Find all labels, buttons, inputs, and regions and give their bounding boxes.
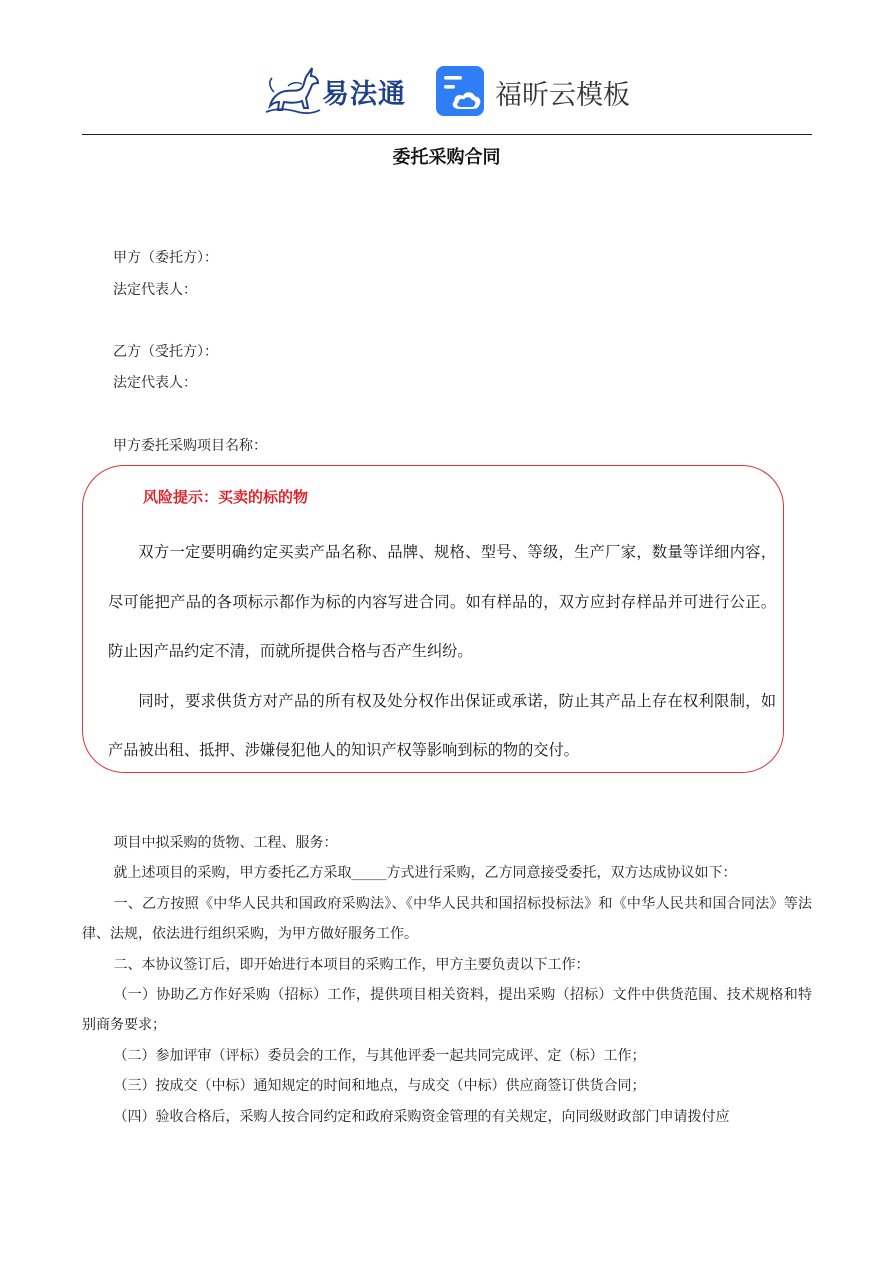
unicorn-icon	[262, 62, 324, 118]
risk-notice-body	[108, 528, 776, 776]
body-paragraph: （二）参加评审（评标）委员会的工作，与其他评委一起共同完成评、定（标）工作；	[113, 1047, 646, 1064]
cloud-document-icon	[435, 65, 487, 117]
header	[0, 60, 893, 122]
party-a-line: 甲方（委托方）：	[113, 250, 218, 266]
body-paragraph: 二、本协议签订后，即开始进行本项目的采购工作，甲方主要负责以下工作：	[113, 956, 590, 973]
body-paragraph: 就上述项目的采购，甲方委托乙方采取_____方式进行采购，乙方同意接受委托，双方达成协议如下：	[113, 865, 737, 882]
yifatong-logo-text: 易法通	[322, 79, 406, 110]
body-paragraph: （三）按成交（中标）通知规定的时间和地点，与成交（中标）供应商签订供货合同；	[113, 1078, 646, 1095]
risk-paragraph: 同时，要求供货方对产品的所有权及处分权作出保证或承诺，防止其产品上存在权利限制，如产品被出租、抵押、涉嫌侵犯他人的知识产权等影响到标的物的交付。	[108, 691, 776, 759]
yifatong-logo	[262, 62, 412, 118]
body-paragraph: 项目中拟采购的货物、工程、服务：	[113, 835, 338, 851]
party-a-legal-rep-line: 法定代表人：	[113, 282, 197, 298]
document-title: 委托采购合同	[392, 147, 501, 168]
body-paragraph: （一）协助乙方作好采购（招标）工作，提供项目相关资料，提出采购（招标）文件中供货范围、技术规格和特别商务要求；	[82, 987, 812, 1034]
party-b-line: 乙方（受托方）：	[113, 344, 218, 360]
risk-paragraph: 双方一定要明确约定买卖产品名称、品牌、规格、型号、等级，生产厂家，数量等详细内容，尽可能把产品的各项标示都作为标的内容写进合同。如有样品的，双方应封存样品并可进行公正。防止因产品约定不清，而就所提供合格与否产生纠纷。	[108, 543, 776, 660]
body-paragraph: 一、乙方按照《中华人民共和国政府采购法》、《中华人民共和国招标投标法》和《中华人民共和国合同法》等法律、法规，依法进行组织采购，为甲方做好服务工作。	[82, 895, 812, 943]
project-name-line: 甲方委托采购项目名称：	[113, 438, 267, 454]
foxit-cloud-template-logo	[435, 65, 645, 117]
contract-body	[82, 828, 812, 1132]
risk-notice-box	[82, 465, 784, 773]
header-divider	[82, 134, 812, 135]
foxit-cloud-template-text: 福昕云模板	[495, 80, 630, 111]
party-b-legal-rep-line: 法定代表人：	[113, 375, 197, 391]
body-paragraph: （四）验收合格后，采购人按合同约定和政府采购资金管理的有关规定，向同级财政部门申请拨付应	[113, 1108, 730, 1125]
risk-notice-title: 风险提示：买卖的标的物	[143, 488, 309, 506]
